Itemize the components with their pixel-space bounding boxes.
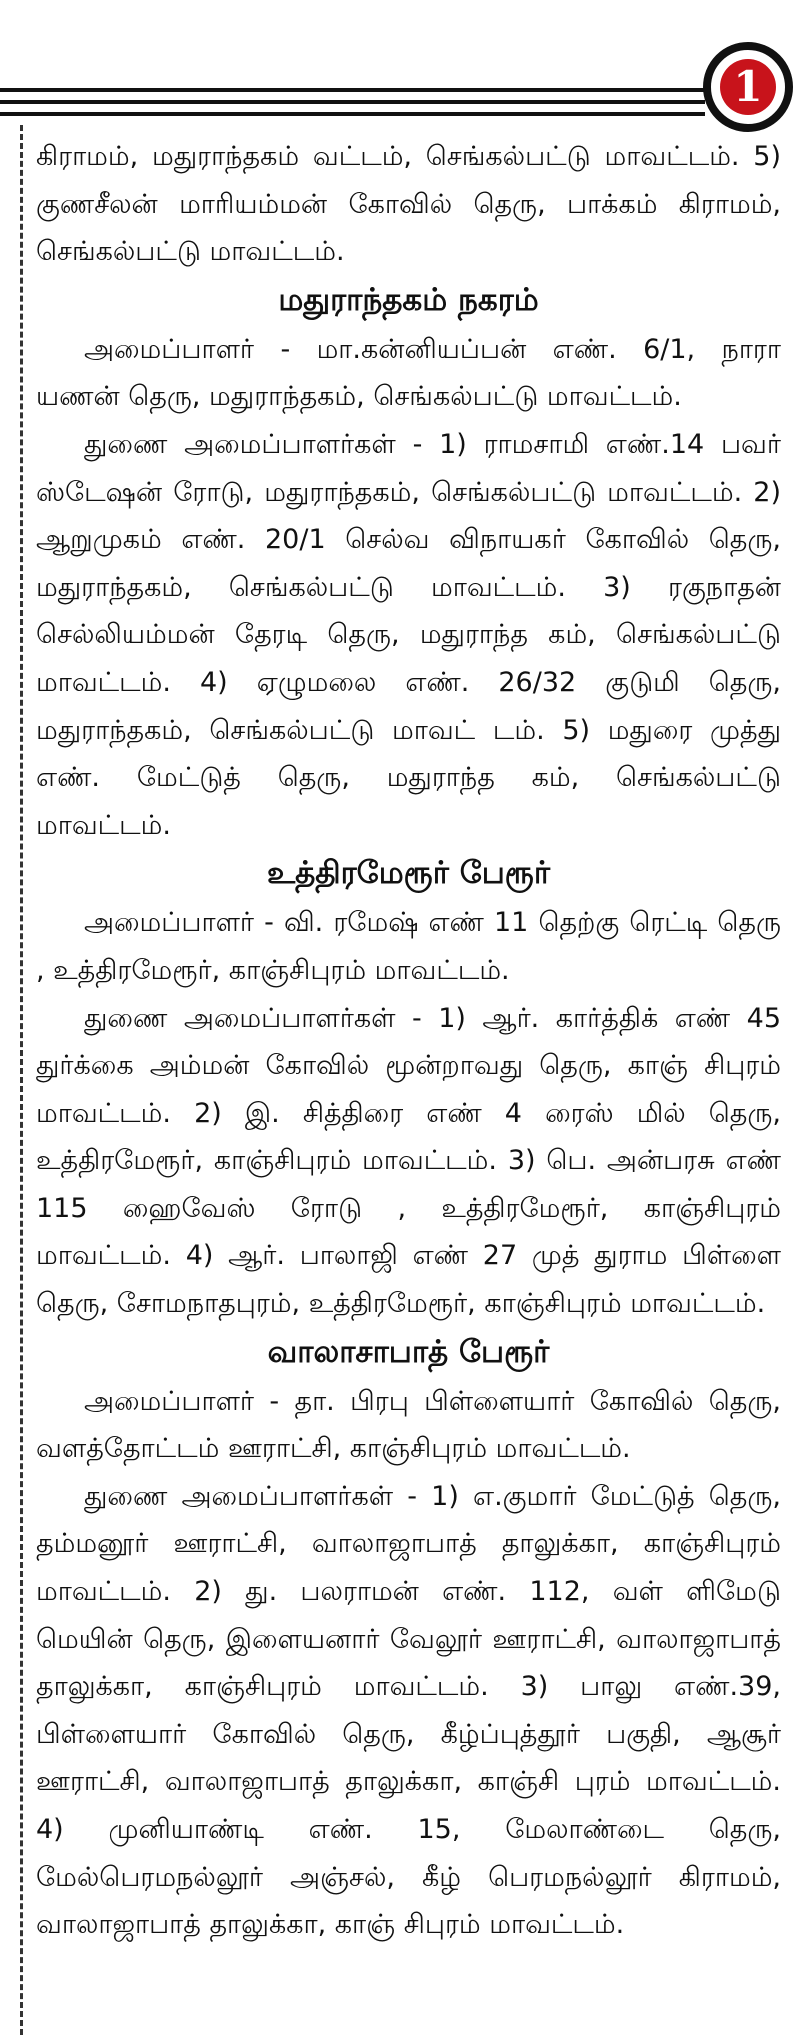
deputy-paragraph-madhuranthagam: துணை அமைப்பாளர்கள் - 1) ராமசாமி எண்.14 பவர் ஸ்டேஷன் ரோடு, மதுராந்தகம், செங்கல்பட்டு மாவட்டம். 2) ஆறுமுகம் எண். 20/1 செல்வ விநாயகர் கோவில் தெரு, மதுராந்தகம், செங்கல்பட்டு மாவட்டம். 3) ரகுநாதன் செல்லியம்மன் தேரடி தெரு, மதுராந்த கம், செங்கல்பட்டு மாவட்டம். 4) ஏழுமலை எண். 26/32 குடுமி தெரு, மதுராந்தகம், செங்கல்பட்டு மாவட் டம். 5) மதுரை முத்து எண். மேட்டுத் தெரு, மதுராந்த கம், செங்கல்பட்டு மாவட்டம். bbox=[36, 428, 781, 841]
deputy-paragraph-uthiramerur: துணை அமைப்பாளர்கள் - 1) ஆர். கார்த்திக் எண் 45 துர்க்கை அம்மன் கோவில் மூன்றாவது தெரு, காஞ் சிபுரம் மாவட்டம். 2) இ. சித்திரை எண் 4 ரைஸ் மில் தெரு, உத்திரமேரூர், காஞ்சிபுரம் மாவட்டம். 3) பெ. அன்பரசு எண் 115 ஹைவேஸ் ரோடு , உத்திரமேரூர், காஞ்சிபுரம் மாவட்டம். 4) ஆர். பாலாஜி எண் 27 முத் துராம பிள்ளை தெரு, சோமநாதபுரம், உத்திரமேரூர், காஞ்சிபுரம் மாவட்டம். bbox=[36, 1002, 781, 1320]
header-rule-bottom bbox=[0, 112, 705, 116]
article-column bbox=[36, 133, 781, 1949]
organizer-paragraph-walajabad: அமைப்பாளர் - தா. பிரபு பிள்ளையார் கோவில் தெரு, வளத்தோட்டம் ஊராட்சி, காஞ்சிபுரம் மாவட்டம். bbox=[36, 1385, 781, 1465]
intro-paragraph: கிராமம், மதுராந்தகம் வட்டம், செங்கல்பட்டு மாவட்டம். 5) குணசீலன் மாரியம்மன் கோவில் தெரு, பாக்கம் கிராமம், செங்கல்பட்டு மாவட்டம். bbox=[36, 141, 781, 268]
section-heading-walajabad: வாலாசாபாத் பேரூர் bbox=[267, 1333, 550, 1370]
section-heading-madhuranthagam: மதுராந்தகம் நகரம் bbox=[278, 281, 539, 318]
section-heading-uthiramerur: உத்திரமேரூர் பேரூர் bbox=[266, 855, 551, 892]
header-rule-top bbox=[0, 88, 705, 92]
deputy-paragraph-walajabad: துணை அமைப்பாளர்கள் - 1) எ.குமார் மேட்டுத் தெரு, தம்மனூர் ஊராட்சி, வாலாஜாபாத் தாலுக்கா, காஞ்சிபுரம் மாவட்டம். 2) து. பலராமன் எண். 112, வள் ளிமேடு மெயின் தெரு, இளையனார் வேலூர் ஊராட்சி, வாலாஜாபாத் தாலுக்கா, காஞ்சிபுரம் மாவட்டம். 3) பாலு எண்.39, பிள்ளையார் கோவில் தெரு, கீழ்ப்புத்தூர் பகுதி, ஆசூர் ஊராட்சி, வாலாஜாபாத் தாலுக்கா, காஞ்சி புரம் மாவட்டம். 4) முனியாண்டி எண். 15, மேலாண்டை தெரு, மேல்பெரமநல்லூர் அஞ்சல், கீழ் பெரமநல்லூர் கிராமம், வாலாஜாபாத் தாலுக்கா, காஞ் சிபுரம் மாவட்டம். bbox=[36, 1480, 781, 1941]
column-dashed-border bbox=[20, 125, 23, 2035]
page-number-badge bbox=[703, 42, 793, 132]
header-rule-middle bbox=[0, 100, 705, 104]
page-number: 1 bbox=[720, 59, 776, 115]
organizer-paragraph-uthiramerur: அமைப்பாளர் - வி. ரமேஷ் எண் 11 தெற்கு ரெட்டி தெரு , உத்திரமேரூர், காஞ்சிபுரம் மாவட்டம். bbox=[36, 907, 781, 986]
organizer-paragraph-madhuranthagam: அமைப்பாளர் - மா.கன்னியப்பன் எண். 6/1, நாரா யணன் தெரு, மதுராந்தகம், செங்கல்பட்டு மாவட்டம். bbox=[36, 333, 781, 413]
